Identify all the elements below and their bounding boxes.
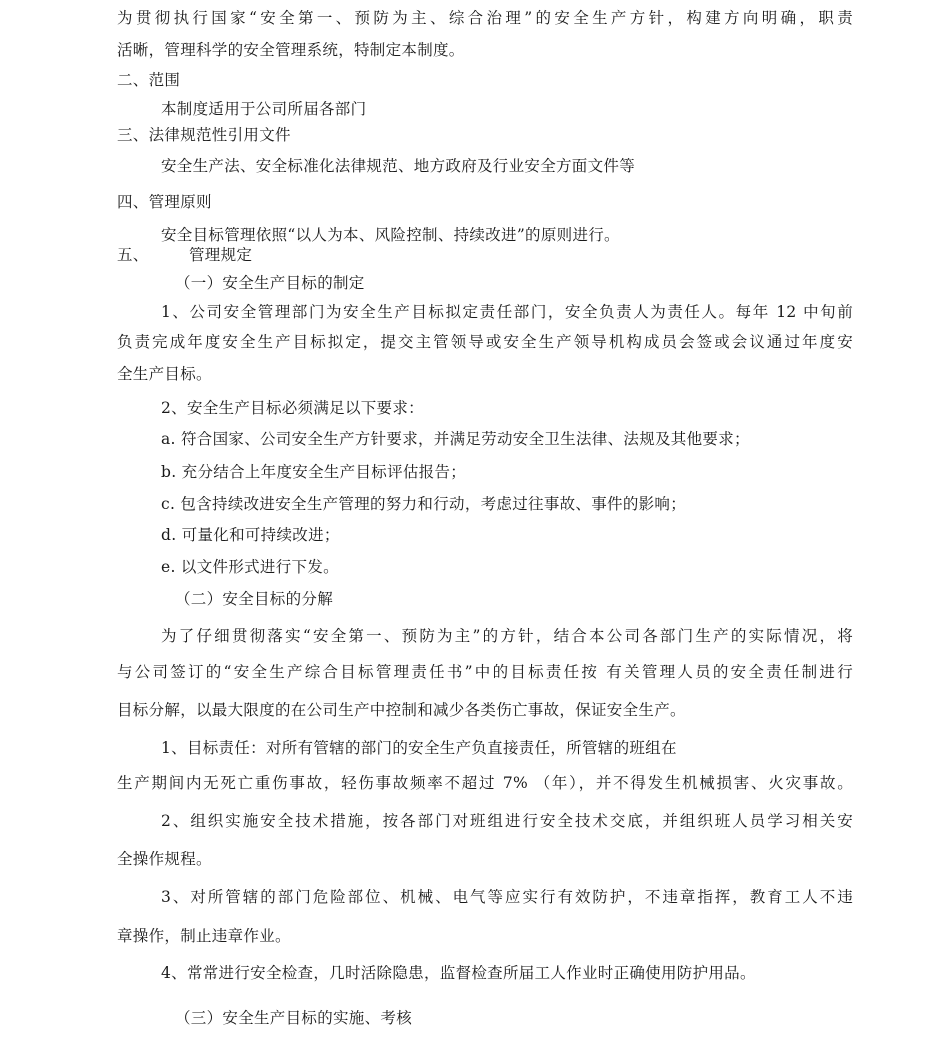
requirement-b: b. 充分结合上年度安全生产目标评估报告； [161, 463, 467, 481]
sub2-item1-line-1: 1、目标责任：对所有管辖的部门的安全生产负直接责任，所管辖的班组在 [161, 739, 677, 757]
principles-heading: 四、管理原则 [117, 193, 212, 211]
sub1-item1-line-3: 全生产目标。 [117, 365, 212, 383]
purpose-line-1: 为贯彻执行国家“安全第一、预防为主、综合治理”的安全生产方针，构建方向明确，职责 [117, 9, 853, 27]
sub3-title: （三）安全生产目标的实施、考核 [175, 1009, 413, 1027]
sub2-title: （二）安全目标的分解 [175, 590, 334, 608]
sub2-item2-line-1: 2、组织实施安全技术措施，按各部门对班组进行安全技术交底，并组织班人员学习相关安 [161, 812, 853, 830]
sub2-item3-line-1: 3、对所管辖的部门危险部位、机械、电气等应实行有效防护，不违章指挥，教育工人不违 [161, 888, 853, 906]
sub2-item1-line-2: 生产期间内无死亡重伤事故，轻伤事故频率不超过 7% （年），并不得发生机械损害、火灾事故。 [117, 774, 853, 792]
sub2-intro-line-3: 目标分解，以最大限度的在公司生产中控制和减少各类伤亡事故，保证安全生产。 [117, 701, 686, 719]
sub2-item4: 4、常常进行安全检查，几时活除隐患，监督检查所届工人作业时正确使用防护用品。 [161, 964, 756, 982]
requirement-c: c. 包含持续改进安全生产管理的努力和行动，考虑过往事故、事件的影响； [161, 495, 687, 513]
sub1-item1-line-1: 1、公司安全管理部门为安全生产目标拟定责任部门，安全负责人为责任人。每年 12 中旬前 [161, 303, 853, 321]
rules-heading-number: 五、 [117, 246, 149, 264]
references-text: 安全生产法、安全标准化法律规范、地方政府及行业安全方面文件等 [161, 157, 636, 175]
sub1-item2: 2、安全生产目标必须满足以下要求： [161, 399, 424, 417]
requirement-d: d. 可量化和可持续改进； [161, 526, 340, 544]
purpose-line-2: 活晰，管理科学的安全管理系统，特制定本制度。 [117, 41, 465, 59]
principles-text: 安全目标管理依照“以人为本、风险控制、持续改进”的原则进行。 [161, 226, 620, 244]
requirement-a: a. 符合国家、公司安全生产方针要求，并满足劳动安全卫生法律、法规及其他要求； [161, 430, 750, 448]
sub2-item3-line-2: 章操作，制止违章作业。 [117, 927, 291, 945]
scope-heading: 二、范围 [117, 71, 181, 89]
requirement-e: e. 以文件形式进行下发。 [161, 558, 339, 576]
references-heading: 三、法律规范性引用文件 [117, 126, 291, 144]
sub2-item2-line-2: 全操作规程。 [117, 850, 212, 868]
sub1-title: （一）安全生产目标的制定 [175, 274, 365, 292]
rules-heading: 管理规定 [189, 246, 253, 264]
sub2-intro-line-1: 为了仔细贯彻落实“安全第一、预防为主”的方针，结合本公司各部门生产的实际情况，将 [161, 627, 853, 645]
sub1-item1-line-2: 负责完成年度安全生产目标拟定，提交主管领导或安全生产领导机构成员会签或会议通过年度安 [117, 333, 853, 351]
scope-text: 本制度适用于公司所届各部门 [161, 100, 367, 118]
sub2-intro-line-2: 与公司签订的“安全生产综合目标管理责任书”中的目标责任按 有关管理人员的安全责任制进行 [117, 663, 853, 681]
